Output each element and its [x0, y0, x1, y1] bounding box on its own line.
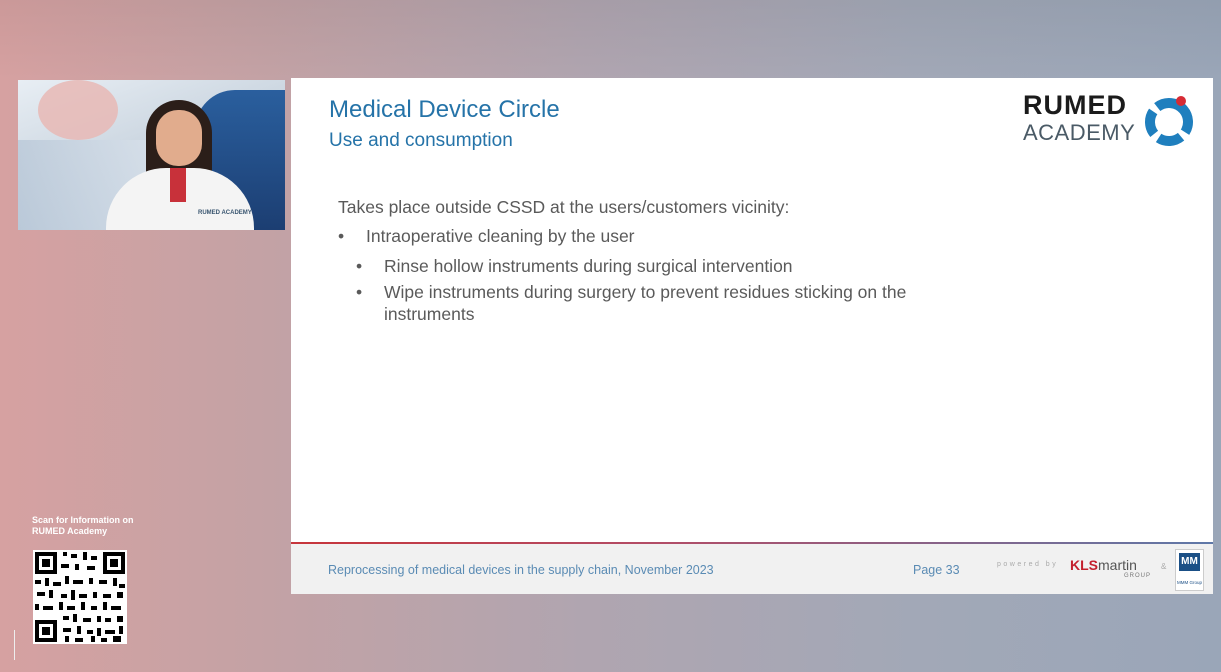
- webcam-background-blur: [38, 80, 118, 140]
- logo-brand-text: RUMED: [1023, 90, 1127, 120]
- ampersand: &: [1161, 562, 1167, 571]
- bullet-level2: [338, 222, 944, 251]
- bullet-text: Rinse hollow instruments during surgical intervention: [384, 256, 793, 276]
- martin-text: martin: [1098, 557, 1137, 573]
- bullet-level3: [338, 255, 944, 277]
- slide-subtitle: Use and consumption: [329, 130, 513, 151]
- kls-group-label: GROUP: [1124, 573, 1152, 579]
- bullet-text: Wipe instruments during surgery to prevent residues sticking on the instruments: [384, 282, 907, 324]
- mmm-group-logo: [1175, 549, 1204, 591]
- qr-label: Scan for Information on RUMED Academy: [32, 515, 134, 536]
- qr-code-icon[interactable]: [33, 550, 127, 644]
- slide-footer: [291, 544, 1213, 594]
- body-intro: Takes place outside CSSD at the users/customers vicinity:: [338, 197, 790, 217]
- background-shade: [0, 0, 1221, 80]
- shirt-logo: RUMED ACADEMY: [198, 210, 252, 216]
- presentation-slide: [291, 78, 1213, 594]
- slide-title: Medical Device Circle: [329, 96, 560, 123]
- kls-text: KLS: [1070, 557, 1098, 573]
- kls-martin-logo: [1070, 557, 1137, 573]
- rumed-academy-logo: [1023, 86, 1203, 146]
- slide-body: [338, 193, 944, 325]
- presenter-webcam: [18, 80, 285, 230]
- page-number: Page 33: [913, 563, 960, 577]
- divider-line: [14, 630, 15, 660]
- bullet-level3: [338, 281, 944, 325]
- bullet-icon: •: [338, 226, 345, 246]
- logo-ring-icon: [1141, 92, 1197, 148]
- mm-logo-icon: MM: [1179, 553, 1200, 571]
- mm-group-label: MMM Group: [1176, 580, 1202, 585]
- presenter-collar: [170, 168, 186, 202]
- bullet-icon: •: [356, 256, 363, 276]
- presenter-face: [156, 110, 202, 166]
- footer-caption: Reprocessing of medical devices in the supply chain, November 2023: [328, 563, 714, 577]
- powered-by-label: powered by: [997, 561, 1059, 568]
- bullet-icon: •: [356, 282, 363, 302]
- bullet-text: Intraoperative cleaning by the user: [366, 226, 635, 246]
- logo-academy-text: ACADEMY: [1023, 120, 1136, 145]
